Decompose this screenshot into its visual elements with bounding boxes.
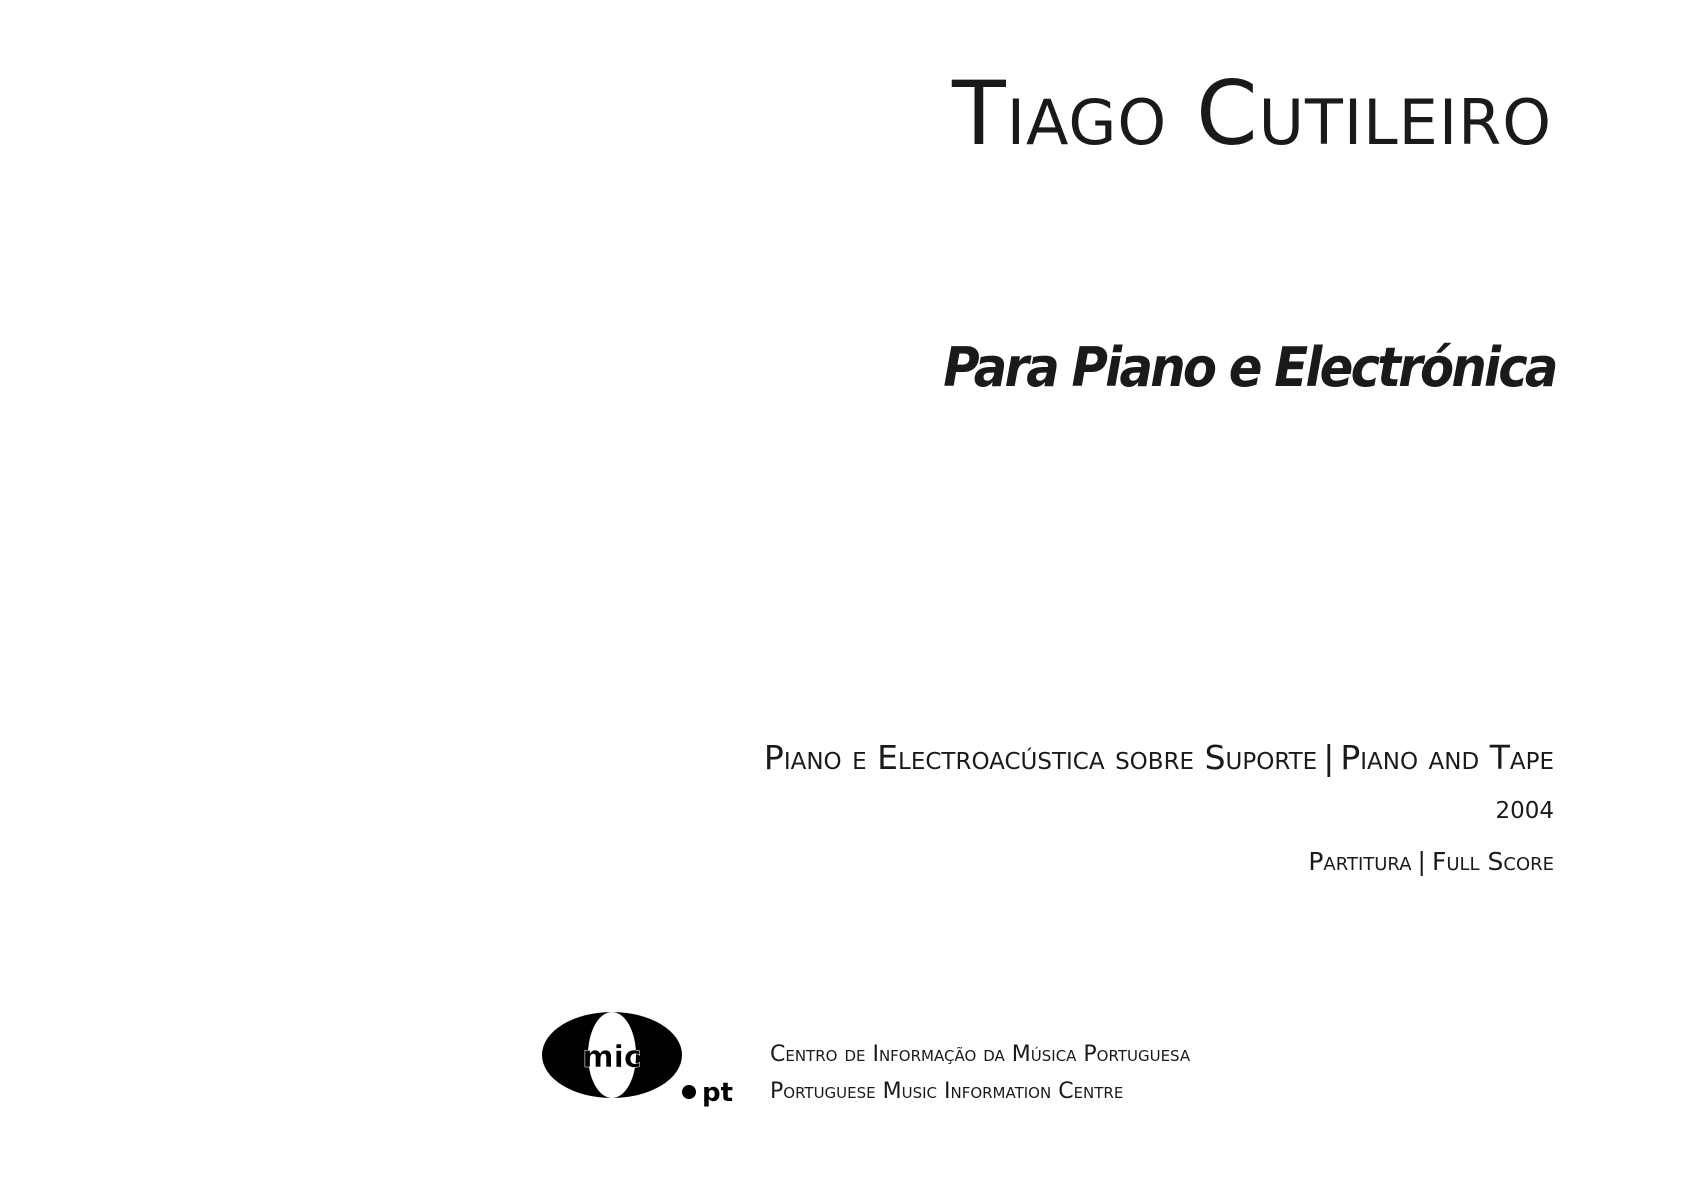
mic-logo-graphic (540, 1005, 740, 1115)
score-type-english: Full Score (1431, 847, 1554, 876)
publisher-name-portuguese: Centro de Informação da Música Portuguesa (770, 1042, 1191, 1067)
work-title: Para Piano e Electrónica (943, 336, 1556, 399)
instrumentation-english: Piano and Tape (1340, 738, 1554, 777)
score-type-portuguese: Partitura (1308, 847, 1412, 876)
logo-mic-text: mic (582, 1040, 642, 1075)
logo-dot (682, 1085, 696, 1099)
publisher-name-english: Portuguese Music Information Centre (770, 1079, 1124, 1104)
logo-pt-text: pt (702, 1078, 734, 1108)
publisher-block (770, 1036, 1190, 1110)
instrumentation (764, 738, 1554, 778)
mic-logo (540, 1005, 740, 1115)
composer-name: Tiago Cutileiro (951, 62, 1552, 165)
instrumentation-separator: | (1323, 738, 1335, 777)
composition-year: 2004 (1495, 798, 1554, 824)
score-type (1308, 847, 1554, 876)
instrumentation-portuguese: Piano e Electroacústica sobre Suporte (763, 738, 1318, 777)
score-type-separator: | (1417, 847, 1426, 876)
